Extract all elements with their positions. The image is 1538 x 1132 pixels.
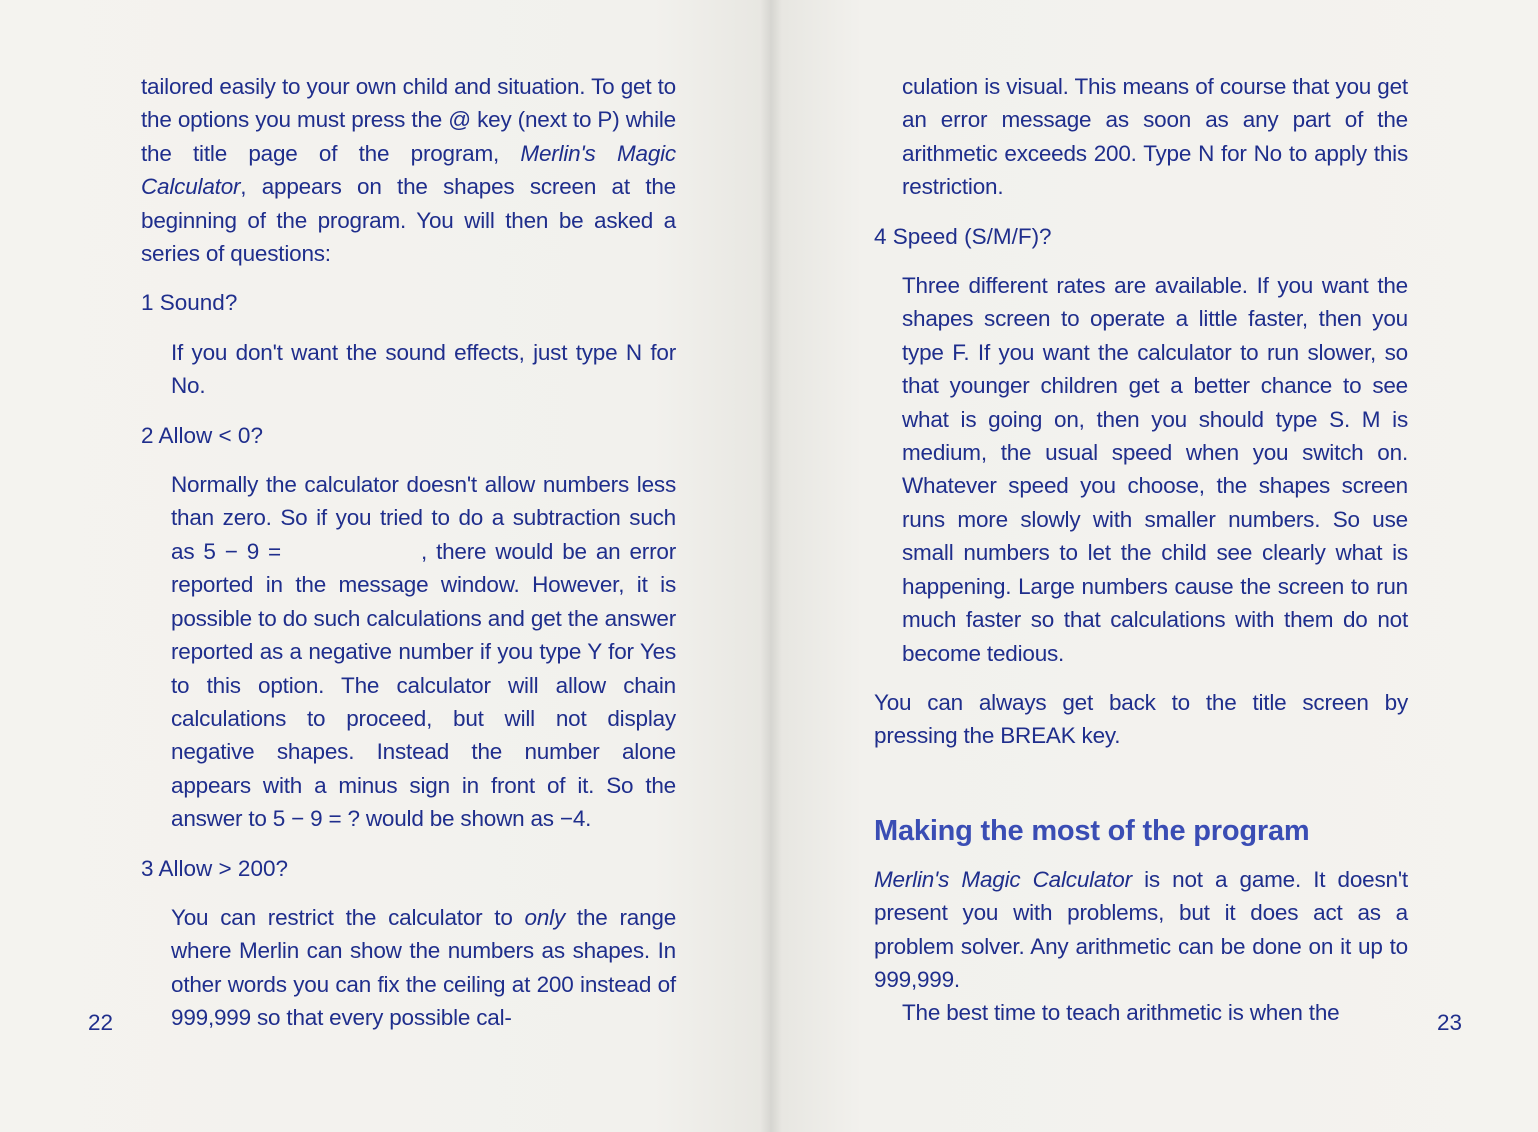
option-1-text: If you don't want the sound effects, just type N for No. <box>171 339 676 399</box>
option-1-label: 1 Sound? <box>141 290 238 316</box>
option-3-text-a: You can restrict the calculator to <box>171 904 525 930</box>
book-gutter <box>760 0 782 1132</box>
intro-paragraph <box>141 70 676 270</box>
option-4-label: 4 Speed (S/M/F)? <box>874 223 1052 249</box>
option-3-text-b: the range where Merlin can show the numbers as shapes. In other words you can fix the ceiling at 200 instead of 999,999 so that every possible cal- <box>171 904 677 1031</box>
break-key-text: You can always get back to the title screen by pressing the BREAK key. <box>874 689 1408 749</box>
option-3-emphasis: only <box>524 904 566 930</box>
left-column <box>141 70 676 1035</box>
option-2-text <box>141 468 676 835</box>
page-number-right: 23 <box>1437 1010 1463 1035</box>
option-3-continued: culation is visual. This means of course that you get an error message as soon as any part of the arithmetic exceeds 200. Type N for No to apply this restriction. <box>902 74 1408 200</box>
page-number-left: 22 <box>88 1010 114 1035</box>
section-paragraph-1 <box>874 863 1408 997</box>
intro-line: asked a series of questions: <box>141 207 676 267</box>
section-paragraph-2: The best time to teach arithmetic is when the <box>902 1000 1340 1026</box>
intro-line: tailored easily to your own child and situation. To <box>141 74 615 99</box>
option-3-label: 3 Allow > 200? <box>141 855 288 881</box>
right-column <box>874 70 1408 1030</box>
intro-line: the beginning of the program. You will then be <box>141 174 676 233</box>
section-heading: Making the most of the program <box>874 814 1310 847</box>
intro-line: to P) while the title page of the program, <box>141 107 676 166</box>
intro-line: get to the options you must press the @ key (next <box>141 74 676 133</box>
option-2-label: 2 Allow < 0? <box>141 422 263 448</box>
program-title-italic: Merlin's <box>520 140 596 166</box>
option-2-text-a: Normally the calculator doesn't allow numbers less than zero. So if you tried to do a subtraction such as 5 − 9 = <box>171 472 676 564</box>
program-title-italic: Magic Calculator <box>141 140 676 200</box>
option-2-text-b: , there would be an error reported in the message window. However, it is possible to do such calculations and get the answer reported as a negative number if you type Y for Yes to this option. The calculator will allow chain calculations to proceed, but will not display negative shapes. Instead the number alone appears with a minus sign in front of it. So the answer to 5 − 9 = ? would be shown as −4. <box>171 538 677 832</box>
option-3-text <box>141 901 676 1035</box>
section-paragraph-1-text: is not a game. It doesn't present you with problems, but it does act as a problem solver. Any arithmetic can be done on it up to 999,999. <box>874 866 1408 992</box>
option-4-text: Three different rates are available. If you want the shapes screen to operate a little faster, then you type F. If you want the calculator to run slower, so that younger children get a better chance to see what is going on, then you should type S. M is medium, the usual speed when you switch on. Whatever speed you choose, the shapes screen runs more slowly with smaller numbers. So use small numbers to let the child see clearly what is happening. Large numbers cause the screen to run much faster so that calculations with them do not become tedious. <box>902 273 1408 666</box>
intro-line: , appears on the shapes screen at <box>240 174 630 200</box>
program-title-italic: Merlin's Magic Calculator <box>874 866 1132 892</box>
